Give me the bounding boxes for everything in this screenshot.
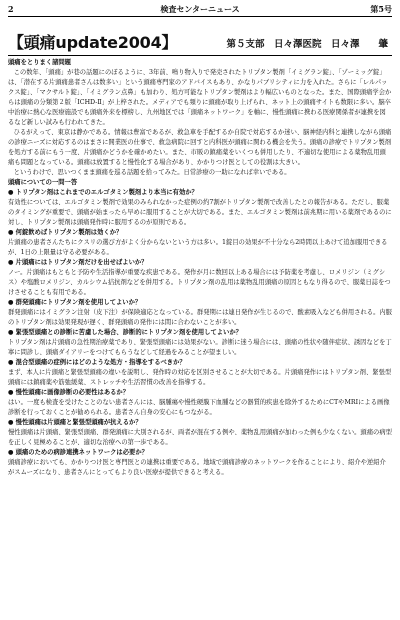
- question-bullet: ● 何錠飲めばトリプタン製剤は効くか？: [8, 229, 123, 236]
- question-bullet: ● トリプタン剤はこれまでのエルゴタミン製剤より本当に有効か？: [8, 189, 198, 196]
- title-divider: [8, 55, 392, 56]
- answer-paragraph: まず、本人に片頭痛と緊張型頭痛の違いを説明し、発作時の対応を区別させることが大切である。片頭痛発作にはトリプタン剤、緊張型頭痛には鎮痛薬や筋弛緩薬、ストレッチや生活習慣の改善を指導する。: [8, 369, 392, 386]
- question-bullet: ● 群発頭痛にトリプタン剤を使用してよいか？: [8, 299, 142, 306]
- body-paragraph: ひるがえって、東京は静かである。情報は豊富であるが、救急車を手配するか自院で対応するか迷い、脳神経内科と連携しながら頭痛の診療ニーズに対応するのはまさに開業医の仕事で、救急病院に回すと内科医が頭痛に関わる機会を失う。頭痛の診療でトリプタン製剤を処方する前にもう一度、片頭痛かどうかを確かめたい。また、市販の鎮痛薬をいくつも併用したり、不適切な使用による薬物乱用頭痛も問題となっている。頭痛は放置すると慢性化する場合があり、かかりつけ医としての役割は大きい。: [8, 129, 392, 166]
- question-bullet: ● 緊張型頭痛との診断に苦慮した場合、診断的にトリプタン剤を使用してよいか？: [8, 329, 242, 336]
- article-title: 【頭痛update2004】: [8, 33, 178, 52]
- article-author: 第５支部 日々澤医院 日々澤 肇: [226, 39, 388, 50]
- question-bullet: ● 頭痛のための病診連携ネットワークは必要か？: [8, 449, 148, 456]
- section-heading: 頭痛をとりまく諸問題: [8, 59, 71, 66]
- answer-paragraph: トリプタン剤は片頭痛の急性期治療薬であり、緊張型頭痛には効果がない。診断に迷う場合には、頭痛の性状や随伴症状、誘因などを丁寧に問診し、頭痛ダイアリーをつけてもらうなどして経過をみることが望ましい。: [8, 339, 392, 356]
- answer-paragraph: 頭痛診療においても、かかりつけ医と専門医との連携は重要である。地域で頭痛診療のネットワークを作ることにより、紹介や逆紹介がスムーズになり、患者さんにとってもより良い医療が提供できると考える。: [8, 459, 386, 476]
- question-bullet: ● 慢性頭痛に画像診断の必要性はあるか？: [8, 389, 130, 396]
- section-heading: 頭痛についての一問一答: [8, 179, 78, 186]
- body-paragraph: この数年、「頭痛」が巷の話題にのぼるように、3年前、鳴り物入りで発売されたトリプタン製剤「イミグラン錠」、「ゾーミッグ錠」は、「潜在する片頭痛患者さんは数多い」という頭痛専門家のアドバイスもあり、かなりパブリシティに力を入れた。さらに「レルパックス錠」、「マクサルト錠」、「イミグラン点鼻」も加わり、処方可能なトリプタン製剤はより幅広いものとなった。また、国際頭痛学会からは頭痛の分類第２版「ICHD-Ⅱ」が上梓された。メディアでも頻りに頭痛が取り上げられ、ネット上の頭痛サイトも数限に多い。脳卒中治療に熱心な医療施設でも頭痛外来を標榜し、九州地区では「頭痛ネットワーク」を軸に、慢性頭痛に携わる医療関係者が連携を図るなど新しい試みも行われてきた。: [8, 69, 392, 126]
- answer-paragraph: 慢性頭痛は片頭痛、緊張型頭痛、群発頭痛に大別されるが、両者が混在する例や、薬物乱用頭痛が加わった例も少なくない。頭痛の病型を正しく見極めることが、適切な治療への第一歩である。: [8, 429, 392, 446]
- body-paragraph: というわけで、思いつくまま頭痛を巡る話題を拾ってみた。日常診療の一助になれば幸いである。: [13, 169, 291, 176]
- question-bullet: ● 混合型頭痛の症例にはどのような処方・指導をするべきか？: [8, 359, 186, 366]
- page-header: [8, 2, 392, 17]
- answer-paragraph: はい。一度も検査を受けたことのない患者さんには、脳腫瘍や慢性硬膜下血腫などの器質的疾患を除外するためにCTやMRIによる画像診断を行っておくことが勧められる。患者さん自身の安心にもつながる。: [8, 399, 390, 416]
- article-body: [8, 58, 392, 618]
- answer-paragraph: ノー。片頭痛はもともと予防や生活指導が重要な疾患である。発作が月に数回以上ある場合には予防薬を考慮し、ロメリジン（ミグシス）や塩酸ロメリジン、カルシウム拮抗剤などを併用する。トリプタン剤の乱用は薬物乱用頭痛の原因ともなり得るので、服薬日誌をつけさせることも有用である。: [8, 269, 391, 296]
- answer-paragraph: 有効性については、エルゴタミン製剤で効果のみられなかった症例の約7割がトリプタン製剤で改善したとの報告がある。ただし、服薬のタイミングが重要で、頭痛が始まったら早めに服用することが大切である。また、エルゴタミン製剤は前兆期に用いる薬剤であるのに対し、トリプタン製剤は頭痛発作時に服用するのが原則である。: [8, 199, 392, 226]
- issue-number: 第5号: [370, 4, 392, 14]
- answer-paragraph: 群発頭痛にはイミグラン注射（皮下注）が保険適応となっている。群発期には連日発作が生じるので、酸素吸入なども併用される。内服のトリプタン剤は効果発現が遅く、群発頭痛の発作には間に合わないことが多い。: [8, 309, 392, 326]
- page-number: 2: [8, 4, 14, 14]
- question-bullet: ● 片頭痛にはトリプタン剤だけを出せばよいか？: [8, 259, 148, 266]
- article-title-row: [8, 32, 392, 54]
- answer-paragraph: 片頭痛の患者さんたちにクスリの選び方がよく分からないという方は多い。1錠目の効果が不十分なら2時間以上あけて追加服用できるが、1日の上限量は守る必要がある。: [8, 239, 388, 256]
- question-bullet: ● 慢性頭痛は片頭痛と緊張型頭痛が抗えるか？: [8, 419, 142, 426]
- newsletter-title: 検査センターニュース: [160, 4, 240, 14]
